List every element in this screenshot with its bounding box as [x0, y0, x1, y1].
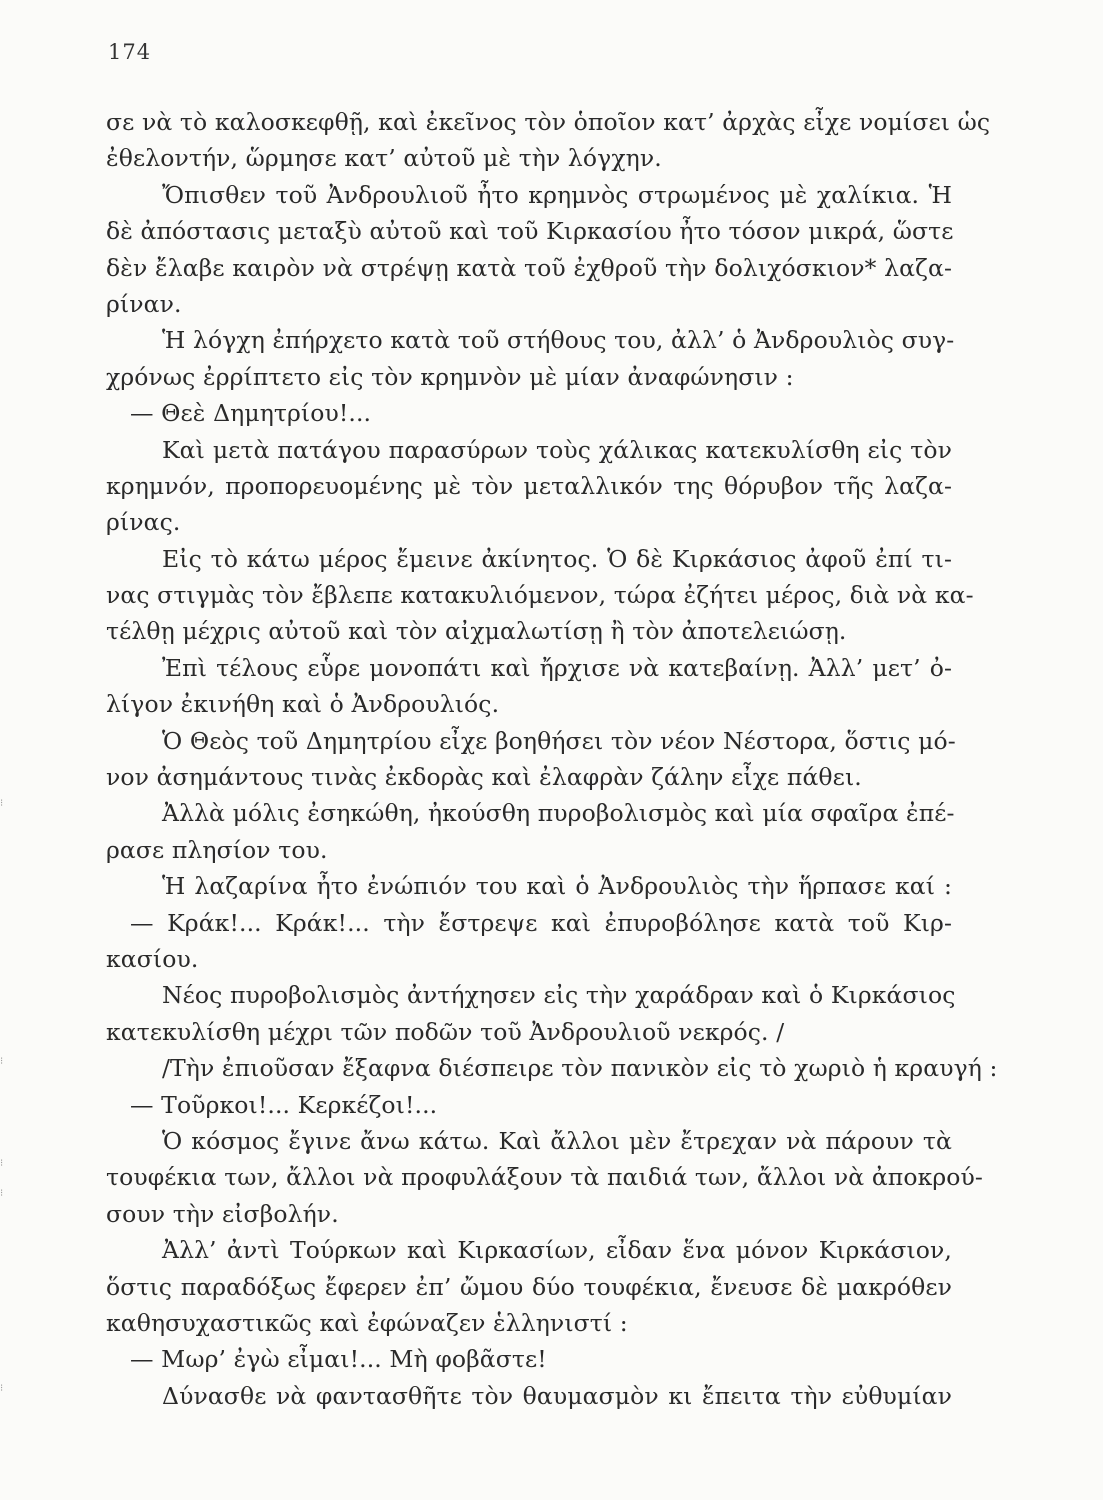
text-line: Ἡ λόγχη ἐπήρχετο κατὰ τοῦ στήθους του, ἀλλ’ ὁ Ἀνδρουλιὸς συγ- [162, 326, 955, 355]
text-line: — Μωρ’ ἐγὼ εἶμαι!... Μὴ φοβᾶστε! [130, 1345, 547, 1374]
text-line: Δύνασθε νὰ φαντασθῆτε τὸν θαυμασμὸν κι ἔπειτα τὴν εὐθυμίαν [162, 1381, 952, 1410]
text-line: Νέος πυροβολισμὸς ἀντήχησεν εἰς τὴν χαράδραν καὶ ὁ Κιρκάσιος [162, 981, 956, 1010]
text-line: Ἀλλ’ ἀντὶ Τούρκων καὶ Κιρκασίων, εἶδαν ἕνα μόνον Κιρκάσιον, [162, 1236, 952, 1265]
text-line: — Κράκ!... Κράκ!... τὴν ἔστρεψε καὶ ἐπυροβόλησε κατὰ τοῦ Κιρ- [130, 908, 952, 937]
text-line: σουν τὴν εἰσβολήν. [106, 1199, 339, 1228]
text-line: δὲν ἔλαβε καιρὸν νὰ στρέψῃ κατὰ τοῦ ἐχθροῦ τὴν δολιχόσκιον* λαζα- [106, 253, 952, 282]
margin-mark: ⁝ [0, 798, 4, 809]
text-line: ὅστις παραδόξως ἔφερεν ἐπ’ ὤμου δύο τουφέκια, ἔνευσε δὲ μακρόθεν [106, 1272, 952, 1301]
text-line: Ὁ κόσμος ἔγινε ἄνω κάτω. Καὶ ἄλλοι μὲν ἔτρεχαν νὰ πάρουν τὰ [162, 1126, 952, 1155]
text-line: νας στιγμὰς τὸν ἔβλεπε κατακυλιόμενον, τώρα ἐζήτει μέρος, διὰ νὰ κα- [106, 581, 974, 610]
text-line: ρίνας. [106, 508, 181, 537]
margin-mark: ⁝ [0, 1383, 4, 1394]
text-line: νον ἀσημάντους τινὰς ἐκδορὰς καὶ ἐλαφρὰν ζάλην εἶχε πάθει. [106, 763, 862, 792]
text-line: τουφέκια των, ἄλλοι νὰ προφυλάξουν τὰ παιδιά των, ἄλλοι νὰ ἀποκρού- [106, 1163, 983, 1192]
body-text [106, 104, 998, 1414]
text-line: Ὄπισθεν τοῦ Ἀνδρουλιοῦ ἦτο κρημνὸς στρωμένος μὲ χαλίκια. Ἡ [162, 180, 952, 209]
margin-mark: ⁝ [0, 1056, 4, 1067]
text-line: Ἀλλὰ μόλις ἐσηκώθη, ἠκούσθη πυροβολισμὸς καὶ μία σφαῖρα ἐπέ- [162, 799, 955, 828]
margin-mark: ⁝ [0, 1188, 4, 1199]
text-line: Καὶ μετὰ πατάγου παρασύρων τοὺς χάλικας κατεκυλίσθη εἰς τὸν [162, 435, 952, 464]
text-line: Ὁ Θεὸς τοῦ Δημητρίου εἶχε βοηθήσει τὸν νέον Νέστορα, ὅστις μό- [162, 726, 956, 755]
page-number: 174 [108, 40, 152, 64]
text-line: κασίου. [106, 944, 199, 973]
text-line: Εἰς τὸ κάτω μέρος ἔμεινε ἀκίνητος. Ὁ δὲ Κιρκάσιος ἀφοῦ ἐπί τι- [162, 544, 952, 573]
text-line: — Τοῦρκοι!... Κερκέζοι!... [130, 1090, 438, 1119]
text-line: κατεκυλίσθη μέχρι τῶν ποδῶν τοῦ Ἀνδρουλιοῦ νεκρός. / [106, 1017, 785, 1046]
text-line: ρίναν. [106, 289, 182, 318]
text-line: Ἐπὶ τέλους εὗρε μονοπάτι καὶ ἤρχισε νὰ κατεβαίνῃ. Ἀλλ’ μετ’ ὀ- [162, 653, 952, 682]
text-line: λίγον ἐκινήθη καὶ ὁ Ἀνδρουλιός. [106, 690, 500, 719]
text-line: ρασε πλησίον του. [106, 835, 328, 864]
text-line: σε νὰ τὸ καλοσκεφθῇ, καὶ ἐκεῖνος τὸν ὁποῖον κατ’ ἀρχὰς εἶχε νομίσει ὡς [106, 108, 991, 136]
text-line: ἐθελοντήν, ὥρμησε κατ’ αὐτοῦ μὲ τὴν λόγχην. [106, 144, 662, 173]
text-line: δὲ ἀπόστασις μεταξὺ αὐτοῦ καὶ τοῦ Κιρκασίου ἦτο τόσον μικρά, ὥστε [106, 217, 954, 246]
text-line: κρημνόν, προπορευομένης μὲ τὸν μεταλλικόν της θόρυβον τῆς λαζα- [106, 471, 952, 500]
text-line: /Τὴν ἐπιοῦσαν ἔξαφνα διέσπειρε τὸν πανικὸν εἰς τὸ χωριὸ ἡ κραυγή : [162, 1054, 998, 1083]
text-line: καθησυχαστικῶς καὶ ἐφώναζεν ἑλληνιστί : [106, 1308, 628, 1337]
text-line: χρόνως ἐρρίπτετο εἰς τὸν κρημνὸν μὲ μίαν ἀναφώνησιν : [106, 362, 794, 391]
text-line: — Θεὲ Δημητρίου!... [130, 399, 372, 428]
text-line: τέλθῃ μέχρις αὐτοῦ καὶ τὸν αἰχμαλωτίσῃ ἢ τὸν ἀποτελειώσῃ. [106, 617, 847, 646]
text-line: Ἡ λαζαρίνα ἦτο ἐνώπιόν του καὶ ὁ Ἀνδρουλιὸς τὴν ἥρπασε καί : [162, 872, 952, 901]
margin-mark: ⁝ [0, 1158, 4, 1169]
